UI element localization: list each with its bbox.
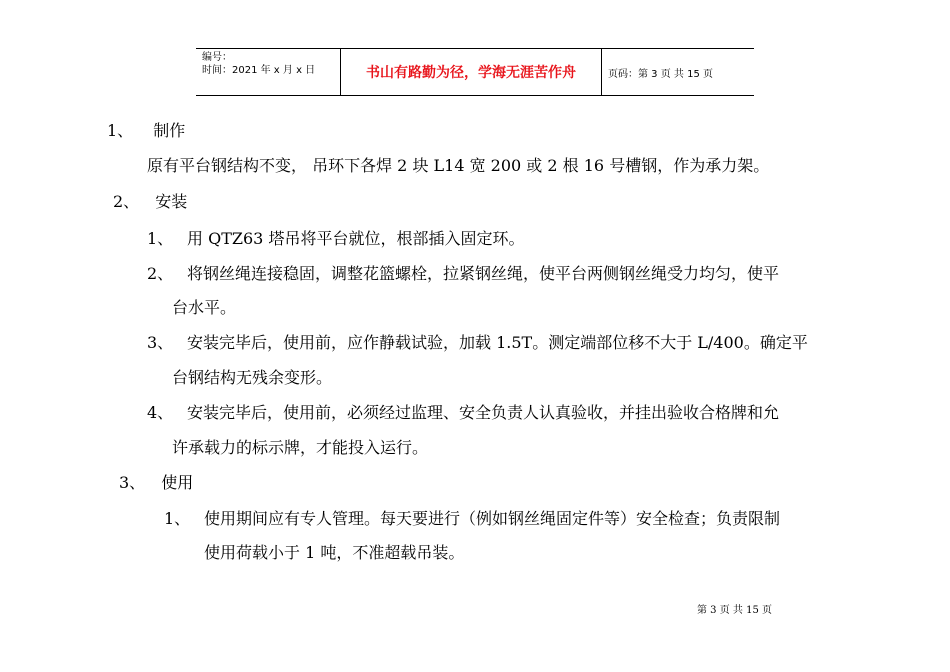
section-2-item-2 [147, 264, 779, 284]
section-3-item-1 [164, 509, 780, 529]
date-label: 时间：2021 年 x 月 x 日 [202, 65, 316, 76]
motto-cell [340, 49, 602, 95]
item-number: 4、 [147, 403, 174, 422]
header-left-cell [196, 49, 340, 95]
section-2-title: 安装 [155, 192, 188, 211]
item-text: 安装完毕后，使用前，应作静载试验，加载 1.5T。测定端部位移不大于 L/400。确定平 [187, 333, 808, 352]
section-1-title: 制作 [153, 121, 186, 140]
section-3-heading [119, 473, 193, 493]
page-info-text: 页码：第 3 页 共 15 页 [608, 68, 713, 80]
page-footer: 第 3 页 共 15 页 [697, 605, 772, 616]
page-info-cell [602, 49, 754, 95]
section-2-heading [113, 192, 187, 212]
item-number: 3、 [147, 333, 174, 352]
item-number: 2、 [147, 264, 174, 283]
section-2-item-2-cont: 台水平。 [172, 298, 237, 317]
section-2-item-3 [147, 333, 808, 353]
section-3-number: 3、 [119, 473, 146, 492]
number-label: 编号： [202, 52, 232, 63]
section-2-item-4 [147, 403, 779, 423]
item-number: 1、 [147, 229, 174, 248]
section-3-item-1-cont: 使用荷载小于 1 吨，不准超载吊装。 [204, 543, 465, 562]
section-1-body: 原有平台钢结构不变， 吊环下各焊 2 块 L14 宽 200 或 2 根 16 号槽钢，作为承力架。 [147, 156, 770, 175]
item-text: 安装完毕后，使用前，必须经过监理、安全负责人认真验收，并挂出验收合格牌和允 [187, 403, 780, 422]
section-2-item-1 [147, 229, 524, 249]
section-1-number: 1、 [107, 121, 134, 140]
item-text: 将钢丝绳连接稳固，调整花篮螺栓，拉紧钢丝绳，使平台两侧钢丝绳受力均匀，使平 [187, 264, 780, 283]
section-2-item-3-cont: 台钢结构无残余变形。 [172, 368, 333, 387]
section-1-heading [107, 121, 185, 141]
section-2-item-4-cont: 许承载力的标示牌，才能投入运行。 [172, 438, 429, 457]
item-number: 1、 [164, 509, 191, 528]
section-3-title: 使用 [161, 473, 194, 492]
section-2-number: 2、 [113, 192, 140, 211]
motto-text: 书山有路勤为径，学海无涯苦作舟 [366, 65, 576, 81]
page-header [196, 48, 754, 96]
item-text: 用 QTZ63 塔吊将平台就位，根部插入固定环。 [187, 229, 525, 248]
item-text: 使用期间应有专人管理。每天要进行（例如钢丝绳固定件等）安全检查；负责限制 [204, 509, 781, 528]
